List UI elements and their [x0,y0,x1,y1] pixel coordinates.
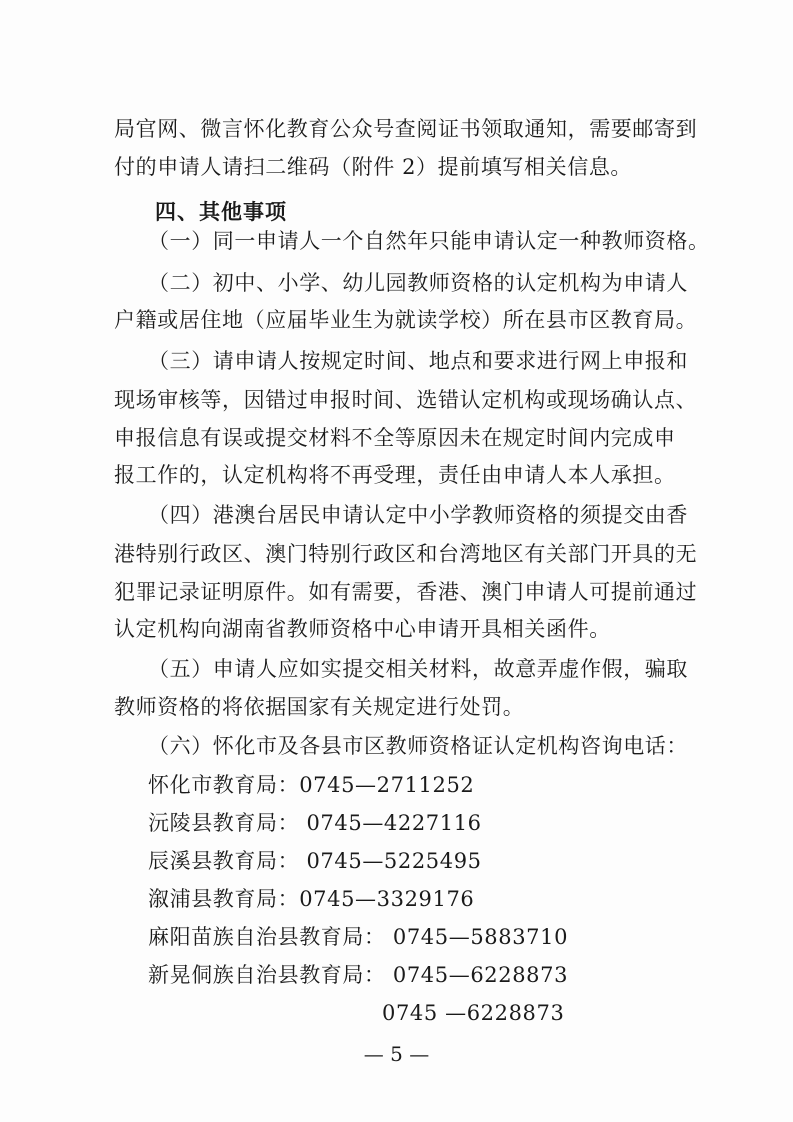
paragraph-line: 申报信息有误或提交材料不全等原因未在规定时间内完成申 [114,426,676,450]
paragraph-line: （六）怀化市及各县市区教师资格证认定机构咨询电话： [148,734,688,758]
contact-line: 怀化市教育局：0745—2711252 [148,773,475,797]
contact-line: 麻阳苗族自治县教育局： 0745—5883710 [148,925,569,949]
paragraph-line: （一）同一申请人一个自然年只能申请认定一种教师资格。 [148,229,710,253]
paragraph-line: （五）申请人应如实提交相关材料，故意弄虚作假，骗取 [148,657,688,681]
section-heading: 四、其他事项 [155,200,287,224]
paragraph-line: 局官网、微言怀化教育公众号查阅证书领取通知，需要邮寄到 [114,117,698,141]
paragraph-line: （二）初中、小学、幼儿园教师资格的认定机构为申请人 [148,271,688,295]
paragraph-line: 教师资格的将依据国家有关规定进行处罚。 [114,695,525,719]
paragraph-line: 犯罪记录证明原件。如有需要，香港、澳门申请人可提前通过 [114,580,698,604]
paragraph-line: （四）港澳台居民申请认定中小学教师资格的须提交由香 [148,503,688,527]
contact-line: 辰溪县教育局： 0745—5225495 [148,849,482,873]
contact-line: 溆浦县教育局：0745—3329176 [148,887,475,911]
paragraph-line: （三）请申请人按规定时间、地点和要求进行网上申报和 [148,349,688,373]
paragraph-line: 报工作的，认定机构将不再受理，责任由申请人本人承担。 [114,463,676,487]
paragraph-line: 港特别行政区、澳门特别行政区和台湾地区有关部门开具的无 [114,542,698,566]
contact-line: 沅陵县教育局： 0745—4227116 [148,811,482,835]
paragraph-line: 户籍或居住地（应届毕业生为就读学校）所在县市区教育局。 [114,308,698,332]
contact-line: 新晃侗族自治县教育局： 0745—6228873 [148,963,569,987]
page-number: — 5 — [363,1042,430,1066]
paragraph-line: 付的申请人请扫二维码（附件 2）提前填写相关信息。 [114,155,633,179]
paragraph-line: 现场审核等，因错过申报时间、选错认定机构或现场确认点、 [114,388,698,412]
contact-line: 0745 —6228873 [382,1001,565,1025]
paragraph-line: 认定机构向湖南省教师资格中心申请开具相关函件。 [114,617,611,641]
